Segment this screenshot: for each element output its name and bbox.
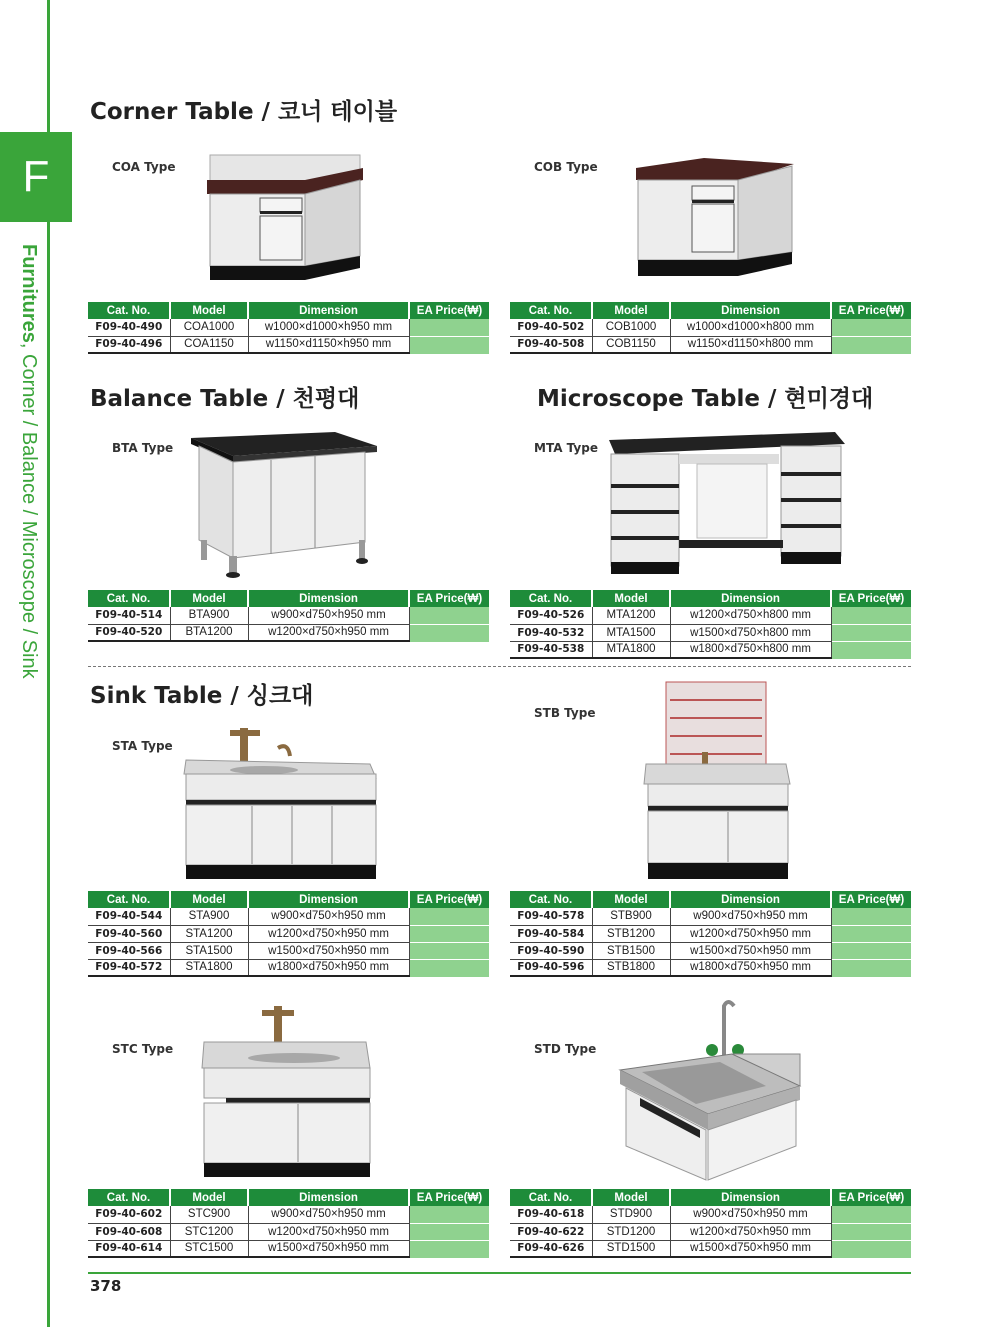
cat-no: F09-40-618: [510, 1206, 592, 1223]
stb-spec-table: [510, 891, 911, 977]
price-cell: [831, 942, 911, 959]
col-header-price: EA Price(₩): [831, 891, 911, 908]
col-header-price: EA Price(₩): [409, 590, 489, 607]
cat-no: F09-40-596: [510, 959, 592, 976]
dimension: w1800×d750×h800 mm: [670, 641, 831, 658]
std-spec-table: [510, 1189, 911, 1258]
price-cell: [831, 925, 911, 942]
col-header-cat: Cat. No.: [510, 1189, 592, 1206]
table-header-row: [88, 302, 489, 319]
table-row: [88, 1206, 489, 1223]
sta-spec-table: [88, 891, 489, 977]
model: STB900: [592, 908, 670, 925]
table-header-row: [88, 1189, 489, 1206]
table-row: [510, 607, 911, 624]
cat-no: F09-40-520: [88, 624, 170, 641]
price-cell: [409, 624, 489, 641]
table-row: [88, 607, 489, 624]
price-cell: [831, 641, 911, 658]
dimension: w1200×d750×h800 mm: [670, 607, 831, 624]
col-header-model: Model: [592, 302, 670, 319]
table-header-row: [510, 891, 911, 908]
price-cell: [409, 942, 489, 959]
stc-spec-table: [88, 1189, 489, 1258]
cat-no: F09-40-566: [88, 942, 170, 959]
sidebar-category: [16, 244, 40, 724]
dimension: w1500×d750×h950 mm: [248, 1240, 409, 1257]
model: COA1000: [170, 319, 248, 336]
bta-spec-table: [88, 590, 489, 642]
std-type-label: STD Type: [534, 1042, 597, 1056]
dimension: w1000×d1000×h800 mm: [670, 319, 831, 336]
mta-type-label: MTA Type: [534, 441, 598, 455]
dimension: w900×d750×h950 mm: [670, 1206, 831, 1223]
tab-letter: F: [22, 152, 50, 201]
model: COB1150: [592, 336, 670, 353]
cat-no: F09-40-572: [88, 959, 170, 976]
table-row: [88, 319, 489, 336]
std-sink-image: [616, 996, 804, 1182]
dimension: w1200×d750×h950 mm: [248, 1223, 409, 1240]
cat-no: F09-40-584: [510, 925, 592, 942]
col-header-price: EA Price(₩): [409, 891, 489, 908]
col-header-dimension: Dimension: [670, 590, 831, 607]
col-header-cat: Cat. No.: [510, 302, 592, 319]
coa-spec-table: [88, 302, 489, 354]
col-header-cat: Cat. No.: [88, 302, 170, 319]
table-row: [510, 624, 911, 641]
model: STD1200: [592, 1223, 670, 1240]
sta-sink-image: [180, 722, 378, 885]
dimension: w1150×d1150×h950 mm: [248, 336, 409, 353]
table-row: [510, 925, 911, 942]
section-divider: [88, 666, 911, 667]
table-row: [510, 942, 911, 959]
section-title-balance: Balance Table / 천평대: [90, 386, 360, 412]
mta-table-image: [605, 428, 850, 580]
table-header-row: [88, 891, 489, 908]
cob-spec-table: [510, 302, 911, 354]
col-header-dimension: Dimension: [670, 302, 831, 319]
stc-sink-image: [198, 1002, 373, 1180]
cat-no: F09-40-544: [88, 908, 170, 925]
table-row: [88, 336, 489, 353]
table-row: [88, 1223, 489, 1240]
col-header-price: EA Price(₩): [831, 1189, 911, 1206]
col-header-model: Model: [170, 590, 248, 607]
table-row: [510, 908, 911, 925]
bta-table-image: [185, 430, 380, 580]
cob-type-label: COB Type: [534, 160, 598, 174]
dimension: w900×d750×h950 mm: [248, 607, 409, 624]
cat-no: F09-40-622: [510, 1223, 592, 1240]
cat-no: F09-40-590: [510, 942, 592, 959]
price-cell: [409, 908, 489, 925]
section-title-microscope: Microscope Table / 현미경대: [537, 386, 874, 412]
dimension: w1800×d750×h950 mm: [670, 959, 831, 976]
dimension: w900×d750×h950 mm: [248, 1206, 409, 1223]
cat-no: F09-40-608: [88, 1223, 170, 1240]
price-cell: [409, 925, 489, 942]
model: COB1000: [592, 319, 670, 336]
stb-type-label: STB Type: [534, 706, 596, 720]
col-header-dimension: Dimension: [670, 891, 831, 908]
dimension: w1200×d750×h950 mm: [670, 1223, 831, 1240]
dimension: w1200×d750×h950 mm: [670, 925, 831, 942]
dimension: w1500×d750×h800 mm: [670, 624, 831, 641]
table-row: [510, 1223, 911, 1240]
cat-no: F09-40-532: [510, 624, 592, 641]
table-row: [88, 925, 489, 942]
dimension: w1500×d750×h950 mm: [248, 942, 409, 959]
model: MTA1200: [592, 607, 670, 624]
table-header-row: [510, 1189, 911, 1206]
model: STA900: [170, 908, 248, 925]
table-header-row: [510, 590, 911, 607]
dimension: w900×d750×h950 mm: [248, 908, 409, 925]
col-header-dimension: Dimension: [248, 302, 409, 319]
col-header-price: EA Price(₩): [409, 302, 489, 319]
cat-no: F09-40-508: [510, 336, 592, 353]
price-cell: [831, 607, 911, 624]
col-header-price: EA Price(₩): [409, 1189, 489, 1206]
model: STD1500: [592, 1240, 670, 1257]
section-tab: [0, 132, 72, 222]
table-row: [510, 336, 911, 353]
price-cell: [409, 336, 489, 353]
col-header-dimension: Dimension: [670, 1189, 831, 1206]
stc-type-label: STC Type: [112, 1042, 174, 1056]
model: STB1200: [592, 925, 670, 942]
table-row: [510, 959, 911, 976]
col-header-dimension: Dimension: [248, 1189, 409, 1206]
cat-no: F09-40-490: [88, 319, 170, 336]
table-header-row: [510, 302, 911, 319]
price-cell: [409, 1223, 489, 1240]
table-row: [88, 959, 489, 976]
col-header-cat: Cat. No.: [88, 891, 170, 908]
col-header-cat: Cat. No.: [510, 891, 592, 908]
dimension: w1500×d750×h950 mm: [670, 942, 831, 959]
col-header-model: Model: [592, 590, 670, 607]
dimension: w1200×d750×h950 mm: [248, 925, 409, 942]
cat-no: F09-40-496: [88, 336, 170, 353]
col-header-model: Model: [170, 1189, 248, 1206]
coa-table-image: [205, 150, 365, 282]
model: STB1800: [592, 959, 670, 976]
model: STB1500: [592, 942, 670, 959]
cat-no: F09-40-502: [510, 319, 592, 336]
sidebar-category-text: [17, 244, 40, 679]
table-row: [88, 942, 489, 959]
col-header-cat: Cat. No.: [510, 590, 592, 607]
stb-sink-image: [640, 680, 795, 885]
mta-spec-table: [510, 590, 911, 659]
dimension: w1500×d750×h950 mm: [670, 1240, 831, 1257]
cat-no: F09-40-602: [88, 1206, 170, 1223]
col-header-cat: Cat. No.: [88, 1189, 170, 1206]
dimension: w1000×d1000×h950 mm: [248, 319, 409, 336]
price-cell: [409, 319, 489, 336]
model: STC1200: [170, 1223, 248, 1240]
dimension: w900×d750×h950 mm: [670, 908, 831, 925]
cat-no: F09-40-614: [88, 1240, 170, 1257]
model: STC900: [170, 1206, 248, 1223]
cat-no: F09-40-514: [88, 607, 170, 624]
sidebar-category-bold: Furnitures: [18, 244, 40, 343]
price-cell: [409, 607, 489, 624]
col-header-price: EA Price(₩): [831, 590, 911, 607]
col-header-cat: Cat. No.: [88, 590, 170, 607]
sidebar-category-rest: , Corner / Balance / Microscope / Sink: [18, 342, 40, 679]
table-row: [510, 319, 911, 336]
table-row: [510, 1240, 911, 1257]
cat-no: F09-40-538: [510, 641, 592, 658]
page-number: 378: [90, 1277, 122, 1295]
model: COA1150: [170, 336, 248, 353]
col-header-model: Model: [170, 302, 248, 319]
cat-no: F09-40-560: [88, 925, 170, 942]
price-cell: [831, 959, 911, 976]
coa-type-label: COA Type: [112, 160, 176, 174]
model: STC1500: [170, 1240, 248, 1257]
dimension: w1150×d1150×h800 mm: [670, 336, 831, 353]
cat-no: F09-40-578: [510, 908, 592, 925]
price-cell: [831, 1240, 911, 1257]
col-header-dimension: Dimension: [248, 891, 409, 908]
section-title-corner: Corner Table / 코너 테이블: [90, 99, 398, 125]
table-header-row: [88, 590, 489, 607]
col-header-model: Model: [592, 1189, 670, 1206]
col-header-model: Model: [170, 891, 248, 908]
section-title-sink: Sink Table / 싱크대: [90, 683, 314, 709]
model: STA1800: [170, 959, 248, 976]
table-row: [88, 1240, 489, 1257]
price-cell: [831, 336, 911, 353]
model: BTA900: [170, 607, 248, 624]
col-header-model: Model: [592, 891, 670, 908]
table-row: [88, 624, 489, 641]
table-row: [88, 908, 489, 925]
price-cell: [831, 624, 911, 641]
model: BTA1200: [170, 624, 248, 641]
col-header-dimension: Dimension: [248, 590, 409, 607]
price-cell: [409, 1240, 489, 1257]
model: MTA1500: [592, 624, 670, 641]
price-cell: [831, 319, 911, 336]
price-cell: [831, 908, 911, 925]
cat-no: F09-40-526: [510, 607, 592, 624]
price-cell: [409, 1206, 489, 1223]
footer-rule: [88, 1272, 911, 1274]
col-header-price: EA Price(₩): [831, 302, 911, 319]
bta-type-label: BTA Type: [112, 441, 174, 455]
price-cell: [831, 1223, 911, 1240]
price-cell: [831, 1206, 911, 1223]
model: STD900: [592, 1206, 670, 1223]
dimension: w1800×d750×h950 mm: [248, 959, 409, 976]
table-row: [510, 1206, 911, 1223]
price-cell: [409, 959, 489, 976]
dimension: w1200×d750×h950 mm: [248, 624, 409, 641]
model: STA1200: [170, 925, 248, 942]
cob-table-image: [634, 156, 799, 280]
model: STA1500: [170, 942, 248, 959]
model: MTA1800: [592, 641, 670, 658]
table-row: [510, 641, 911, 658]
sta-type-label: STA Type: [112, 739, 173, 753]
cat-no: F09-40-626: [510, 1240, 592, 1257]
